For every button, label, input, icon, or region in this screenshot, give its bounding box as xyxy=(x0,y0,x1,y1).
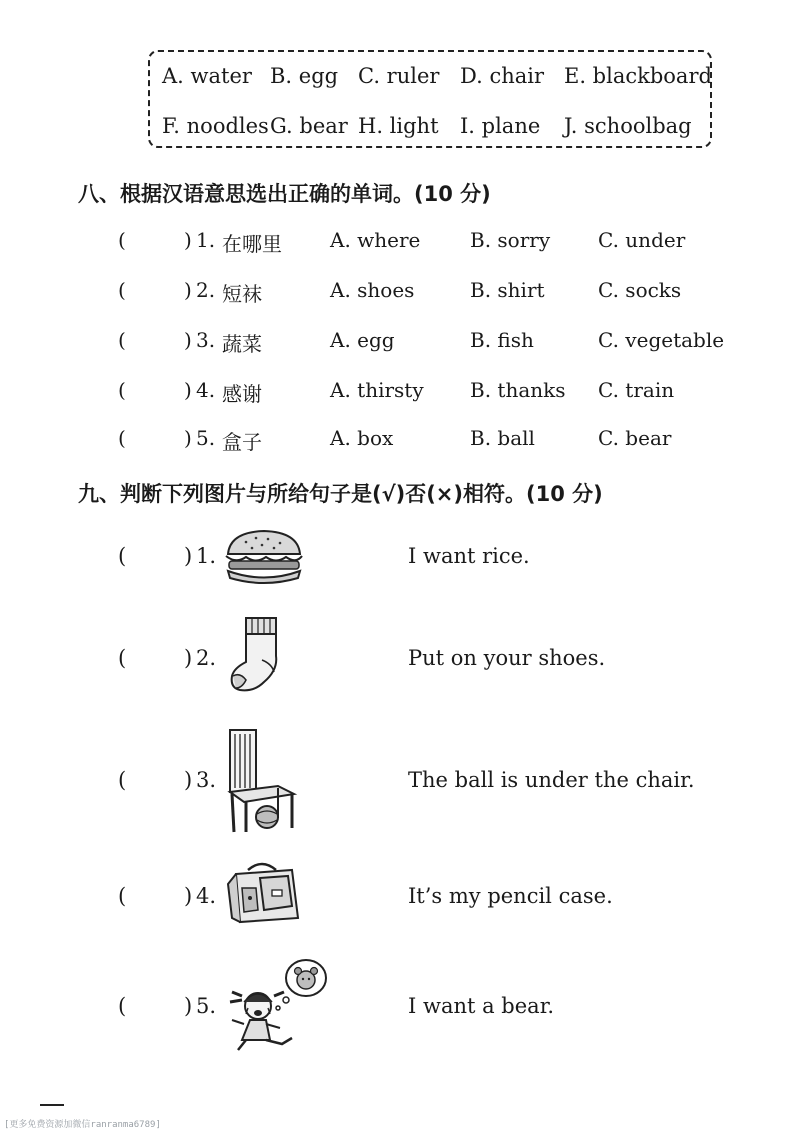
option-b: B. fish xyxy=(470,328,534,352)
word-bank-box xyxy=(148,50,712,148)
answer-paren-open: ( xyxy=(118,228,126,252)
answer-paren-open: ( xyxy=(118,994,127,1018)
word-option: A. water xyxy=(162,64,252,88)
word-option: J. schoolbag xyxy=(564,114,692,138)
question-row xyxy=(0,378,800,412)
question-number: 5. xyxy=(196,426,216,450)
section-8-title: 八、根据汉语意思选出正确的单词。(10 分) xyxy=(78,182,491,206)
word-option: E. blackboard xyxy=(564,64,712,88)
chinese-word: 感谢 xyxy=(222,382,262,406)
answer-paren-open: ( xyxy=(118,884,127,908)
option-b: B. thanks xyxy=(470,378,566,402)
sentence: I want rice. xyxy=(408,544,530,568)
option-b: B. ball xyxy=(470,426,535,450)
chinese-word: 蔬菜 xyxy=(222,332,262,356)
option-c: C. vegetable xyxy=(598,328,725,352)
answer-paren-open: ( xyxy=(118,378,126,402)
answer-paren-close: ) xyxy=(184,544,193,568)
chinese-word: 在哪里 xyxy=(222,232,282,256)
section-9-title: 九、判断下列图片与所给句子是(√)否(×)相符。(10 分) xyxy=(78,482,603,506)
question-row xyxy=(0,278,800,312)
option-a: A. shoes xyxy=(330,278,415,302)
question-number: 3. xyxy=(196,328,216,352)
answer-paren-close: ) xyxy=(184,426,192,450)
sentence: It’s my pencil case. xyxy=(408,884,613,908)
option-a: A. box xyxy=(330,426,394,450)
sentence: Put on your shoes. xyxy=(408,646,606,670)
sentence: I want a bear. xyxy=(408,994,555,1018)
word-option: D. chair xyxy=(460,64,544,88)
option-b: B. sorry xyxy=(470,228,551,252)
answer-paren-open: ( xyxy=(118,278,126,302)
item-number: 1. xyxy=(196,544,217,568)
item-number: 2. xyxy=(196,646,217,670)
option-a: A. thirsty xyxy=(330,378,424,402)
option-a: A. where xyxy=(330,228,421,252)
answer-paren-close: ) xyxy=(184,884,193,908)
option-a: A. egg xyxy=(330,328,395,352)
option-c: C. bear xyxy=(598,426,672,450)
schoolbag-icon xyxy=(222,858,304,926)
question-row xyxy=(0,228,800,262)
sentence: The ball is under the chair. xyxy=(408,768,695,792)
answer-paren-open: ( xyxy=(118,646,127,670)
question-number: 4. xyxy=(196,378,216,402)
word-option: H. light xyxy=(358,114,439,138)
answer-paren-close: ) xyxy=(184,228,192,252)
answer-paren-close: ) xyxy=(184,278,192,302)
answer-paren-close: ) xyxy=(184,768,193,792)
footer-watermark: [更多免费资源加微信ranranma6789] xyxy=(4,1120,161,1130)
chair-with-ball-icon xyxy=(222,728,302,834)
footer-line xyxy=(40,1104,64,1106)
chinese-word: 盒子 xyxy=(222,430,262,454)
answer-paren-open: ( xyxy=(118,426,126,450)
option-b: B. shirt xyxy=(470,278,545,302)
answer-paren-close: ) xyxy=(184,378,192,402)
answer-paren-close: ) xyxy=(184,646,193,670)
word-option: B. egg xyxy=(270,64,339,88)
word-option: F. noodles xyxy=(162,114,269,138)
word-option: C. ruler xyxy=(358,64,440,88)
question-number: 2. xyxy=(196,278,216,302)
option-c: C. train xyxy=(598,378,675,402)
option-c: C. socks xyxy=(598,278,682,302)
girl-crying-bear-icon xyxy=(220,958,332,1054)
hamburger-icon xyxy=(222,528,306,586)
sock-icon xyxy=(226,614,290,696)
question-row xyxy=(0,328,800,362)
answer-paren-open: ( xyxy=(118,544,127,568)
answer-paren-open: ( xyxy=(118,768,127,792)
word-option: I. plane xyxy=(460,114,541,138)
answer-paren-open: ( xyxy=(118,328,126,352)
word-option: G. bear xyxy=(270,114,348,138)
item-number: 3. xyxy=(196,768,217,792)
answer-paren-close: ) xyxy=(184,994,193,1018)
item-number: 4. xyxy=(196,884,217,908)
chinese-word: 短袜 xyxy=(222,282,262,306)
answer-paren-close: ) xyxy=(184,328,192,352)
question-row xyxy=(0,426,800,460)
question-number: 1. xyxy=(196,228,216,252)
option-c: C. under xyxy=(598,228,686,252)
item-number: 5. xyxy=(196,994,217,1018)
